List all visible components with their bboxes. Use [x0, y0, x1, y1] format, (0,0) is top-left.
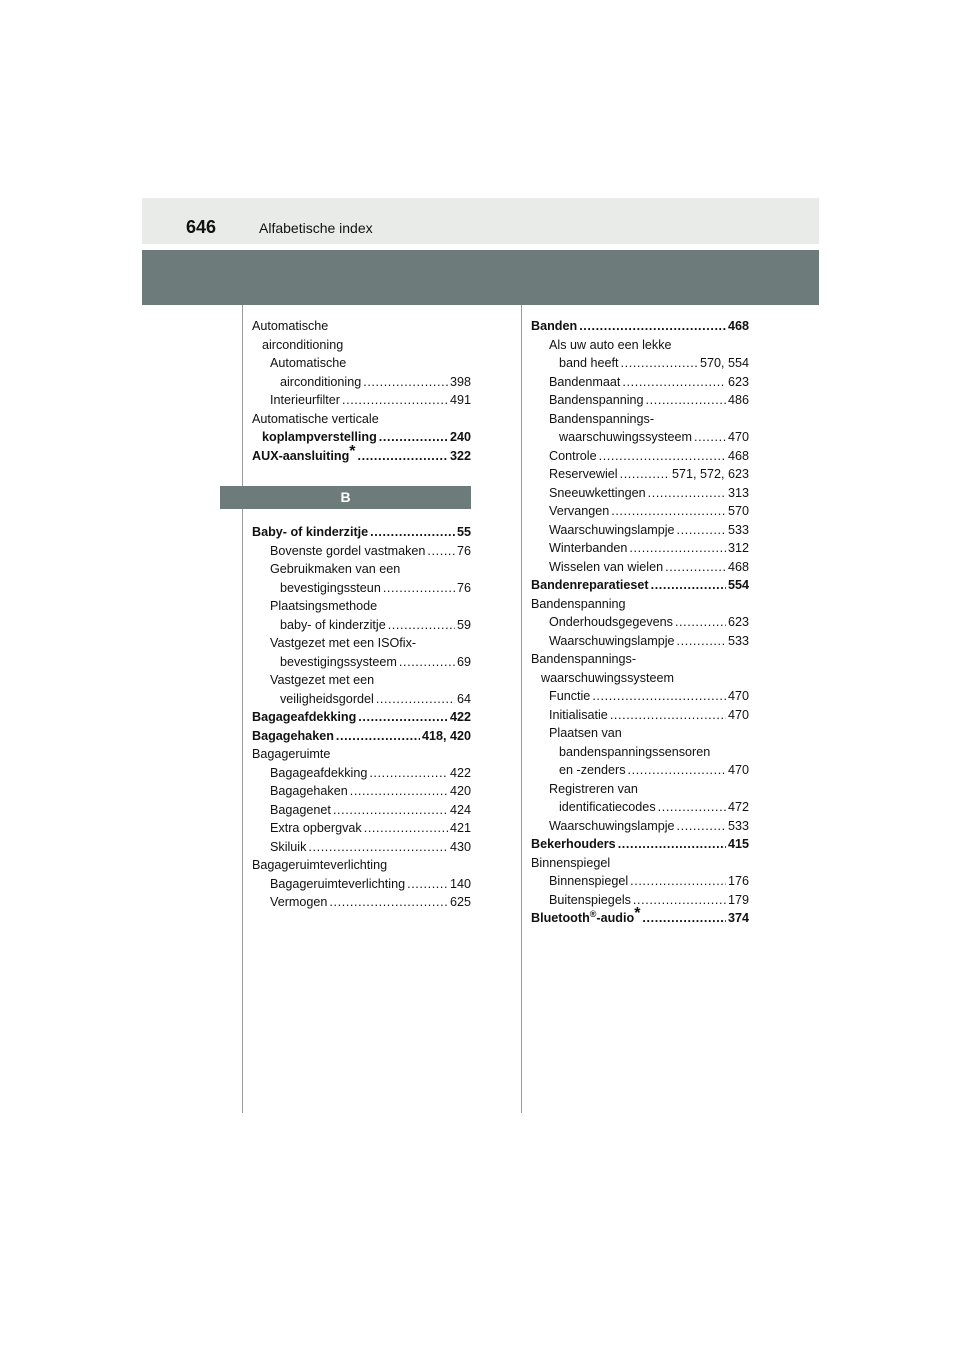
- index-entry: Baby- of kinderzitje ..... 55: [252, 523, 471, 542]
- header-band: [142, 250, 819, 305]
- index-entry: Bandenreparatieset ..... 554: [531, 576, 749, 595]
- index-subentry: Wisselen van wielen ..... 468: [531, 558, 749, 577]
- index-entry: Bagagehaken ..... 418, 420: [252, 727, 471, 746]
- index-heading: Bagageruimteverlichting: [252, 858, 388, 872]
- page-number: 646: [186, 217, 217, 237]
- index-subentry: en -zenders ..... 470: [531, 761, 749, 780]
- index-subentry: Vastgezet met een: [270, 673, 375, 687]
- index-entry: Bluetooth®-audio* ..... 374: [531, 909, 749, 928]
- index-entry: Bekerhouders ..... 415: [531, 835, 749, 854]
- index-subentry: Vermogen ..... 625: [252, 893, 471, 912]
- index-column-1: [252, 317, 471, 912]
- column-divider-left: [242, 305, 243, 1113]
- index-heading: Bagageruimte: [252, 747, 331, 761]
- index-heading: Bandenspannings-: [531, 652, 637, 666]
- index-subentry: veiligheidsgordel ..... 64: [252, 690, 471, 709]
- index-subentry: Vastgezet met een ISOfix-: [270, 636, 417, 650]
- index-subentry: Bovenste gordel vastmaken ..... 76: [252, 542, 471, 561]
- index-subentry: band heeft ..... 570, 554: [531, 354, 749, 373]
- index-subentry: Als uw auto een lekke: [549, 337, 672, 352]
- index-subentry: Interieurfilter ..... 491: [252, 391, 471, 410]
- index-entry: Automatische verticale: [252, 411, 379, 426]
- index-heading: Automatische: [252, 319, 329, 333]
- index-subentry: identificatiecodes ..... 472: [531, 798, 749, 817]
- section-title: Alfabetische index: [259, 220, 373, 236]
- index-subentry: Plaatsen van: [549, 726, 622, 740]
- index-subentry: Extra opbergvak ..... 421: [252, 819, 471, 838]
- index-subentry: Registreren van: [549, 781, 638, 796]
- index-subentry: Bandenspannings-: [549, 411, 655, 426]
- index-subentry: waarschuwingssysteem ..... 470: [531, 428, 749, 447]
- index-subentry: Functie ..... 470: [531, 687, 749, 706]
- index-subentry: Gebruikmaken van een: [270, 562, 401, 576]
- index-subentry: Skiluik ..... 430: [252, 838, 471, 857]
- index-entry: koplampverstelling ..... 240: [252, 428, 471, 447]
- index-entry: AUX-aansluiting* ..... 322: [252, 447, 471, 466]
- index-entry: Banden ..... 468: [531, 317, 749, 336]
- index-subentry: Bandenmaat ..... 623: [531, 373, 749, 392]
- registered-mark: ®: [589, 909, 597, 919]
- header-bar: [142, 198, 819, 244]
- index-subentry: bandenspanningssensoren: [559, 744, 711, 759]
- index-subentry: baby- of kinderzitje ..... 59: [252, 616, 471, 635]
- index-subentry: bevestigingssysteem ..... 69: [252, 653, 471, 672]
- index-subentry: Sneeuwkettingen ..... 313: [531, 484, 749, 503]
- index-subentry: Vervangen ..... 570: [531, 502, 749, 521]
- index-subentry: Plaatsingsmethode: [270, 599, 378, 613]
- index-subentry: Bagagehaken ..... 420: [252, 782, 471, 801]
- index-subentry: Waarschuwingslampje ..... 533: [531, 521, 749, 540]
- index-subentry: Reservewiel ..... 571, 572, 623: [531, 465, 749, 484]
- index-subentry: Automatische: [270, 356, 347, 370]
- index-subentry: Bagagenet ..... 424: [252, 801, 471, 820]
- index-column-2: [531, 317, 749, 928]
- index-subentry: Controle ..... 468: [531, 447, 749, 466]
- index-subentry: Bagageruimteverlichting ..... 140: [252, 875, 471, 894]
- index-subentry: Onderhoudsgegevens ..... 623: [531, 613, 749, 632]
- index-subentry: Waarschuwingslampje ..... 533: [531, 817, 749, 836]
- index-heading-cont: airconditioning: [262, 337, 344, 352]
- index-subentry: Winterbanden ..... 312: [531, 539, 749, 558]
- index-heading: Binnenspiegel: [531, 855, 611, 870]
- index-subentry: bevestigingssteun ..... 76: [252, 579, 471, 598]
- column-divider-right: [521, 305, 522, 1113]
- index-subentry: Waarschuwingslampje ..... 533: [531, 632, 749, 651]
- index-heading: Bandenspanning: [531, 596, 626, 611]
- index-subentry: airconditioning ..... 398: [252, 373, 471, 392]
- index-subentry: Initialisatie ..... 470: [531, 706, 749, 725]
- index-subentry: Bandenspanning ..... 486: [531, 391, 749, 410]
- index-subentry: Bagageafdekking ..... 422: [252, 764, 471, 783]
- index-subentry: Binnenspiegel ..... 176: [531, 872, 749, 891]
- index-entry: Bagageafdekking ..... 422: [252, 708, 471, 727]
- letter-heading-b: B: [220, 486, 471, 509]
- footnote-star: *: [349, 442, 356, 460]
- index-subentry: Buitenspiegels ..... 179: [531, 891, 749, 910]
- index-heading-cont: waarschuwingssysteem: [541, 670, 674, 685]
- footnote-star: *: [634, 905, 641, 922]
